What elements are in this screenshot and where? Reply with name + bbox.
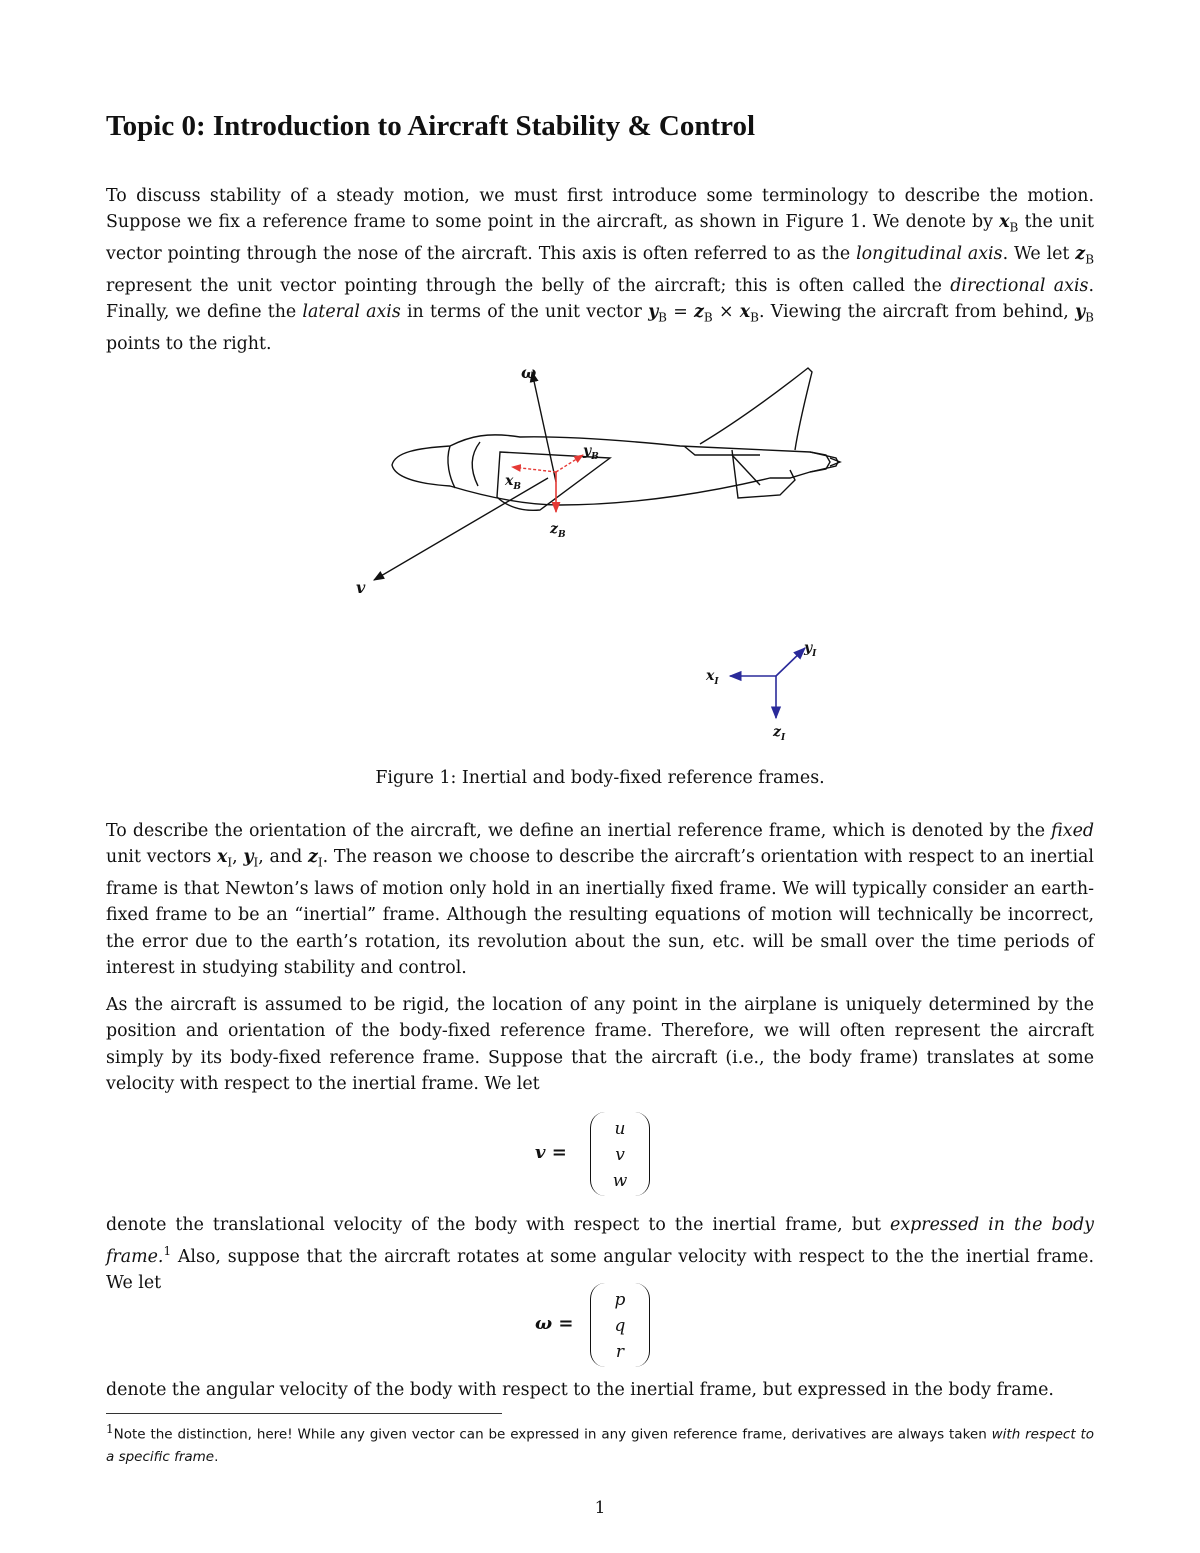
label-xI: $x_I$ <box>706 668 719 687</box>
velocity-equation-lhs: v = <box>535 1142 567 1163</box>
vector-entry: r <box>615 1342 625 1362</box>
label-v: v <box>356 578 366 597</box>
angular-velocity-equation-lhs: ω = <box>535 1313 574 1334</box>
label-omega: ω <box>521 363 537 382</box>
yB-arrow <box>556 455 583 472</box>
label-xB: $x_B$ <box>505 473 521 492</box>
page-title: Topic 0: Introduction to Aircraft Stability & Control <box>106 110 756 142</box>
intro-paragraph: To discuss stability of a steady motion, we must first introduce some terminology to describe the motion. Suppose we fix a reference frame to some point in the aircraft, as shown in Figure 1. We denote by $x_B$ the unit vector pointing through the nose of the aircraft. This axis is often referred to as the longitudinal axis. We let $z_B$ represent the unit vector pointing through the belly of the aircraft; this is often called the directional axis. Finally, we define the lateral axis in terms of the unit vector $y_B = z_B \times x_B$. Viewing the aircraft from behind, $y_B$ points to the right. <box>106 186 1095 354</box>
term-directional-axis: directional axis <box>950 275 1089 296</box>
translational-velocity-paragraph: denote the translational velocity of the body with respect to the inertial frame, but expressed in the body frame.$^1$ Also, suppose that the aircraft rotates at some angular velocity with respect to the the inertial frame. We let <box>106 1215 1095 1294</box>
xB-arrow <box>512 467 556 472</box>
term-lateral-axis: lateral axis <box>302 302 401 323</box>
omega-axis-arrow <box>532 372 556 482</box>
term-fixed: fixed <box>1051 821 1094 841</box>
left-paren <box>590 1112 605 1196</box>
label-yI: $y_I$ <box>804 640 817 659</box>
label-yB: $y_B$ <box>583 443 599 462</box>
math-z-b: z <box>1075 244 1086 265</box>
term-expressed-in-body-frame: expressed in the body frame. <box>106 1215 1095 1268</box>
yI-arrow <box>776 648 805 676</box>
left-paren <box>590 1283 605 1367</box>
vector-entry: v <box>615 1145 625 1165</box>
right-paren <box>635 1112 650 1196</box>
inertial-frame-paragraph: To describe the orientation of the aircraft, we define an inertial reference frame, which is denoted by the fixed unit vectors $x_I$, $y_I$, and $z_I$. The reason we choose to describe the aircraft’s orientation with respect to an inertial frame is that Newton’s laws of motion only hold in an inertially fixed frame. We will typically consider an earth-fixed frame to be an “inertial” frame. Although the resulting equations of motion will technically be incorrect, the error due to the earth’s rotation, its revolution about the sun, etc. will be small over the time periods of interest in studying stability and control. <box>106 821 1094 978</box>
v-axis-arrow <box>374 478 548 580</box>
footnote-ref: 1 <box>163 1244 172 1259</box>
vector-entry: u <box>614 1119 626 1139</box>
rigid-body-paragraph: As the aircraft is assumed to be rigid, the location of any point in the airplane is uniquely determined by the position and orientation of the body-fixed reference frame. Therefore, we will often represent the aircraft simply by its body-fixed reference frame. Suppose that the aircraft (i.e., the body frame) translates at some velocity with respect to the inertial frame. We let <box>106 995 1094 1094</box>
math-x-b: x <box>999 212 1010 233</box>
vector-entry: q <box>614 1316 626 1336</box>
figure-aircraft-frames <box>0 355 1200 755</box>
footnote: $^1$Note the distinction, here! While any given vector can be expressed in any given reference frame, derivatives are always taken with respect to a specific frame. <box>106 1422 1095 1465</box>
footnote-rule <box>106 1413 502 1414</box>
vector-entry: p <box>614 1290 626 1310</box>
aircraft-outline <box>392 368 840 510</box>
label-zI: $z_I$ <box>773 724 786 743</box>
right-paren <box>635 1283 650 1367</box>
angular-velocity-paragraph: denote the angular velocity of the body with respect to the inertial frame, but expressed in the body frame. <box>106 1380 1054 1400</box>
angular-velocity-equation <box>0 1283 1200 1373</box>
label-zB: $z_B$ <box>550 521 566 540</box>
term-longitudinal-axis: longitudinal axis <box>856 244 1003 265</box>
velocity-equation <box>0 1112 1200 1202</box>
page-number: 1 <box>594 1498 606 1518</box>
figure-caption: Figure 1: Inertial and body-fixed reference frames. <box>375 768 825 788</box>
vector-entry: w <box>612 1171 628 1191</box>
